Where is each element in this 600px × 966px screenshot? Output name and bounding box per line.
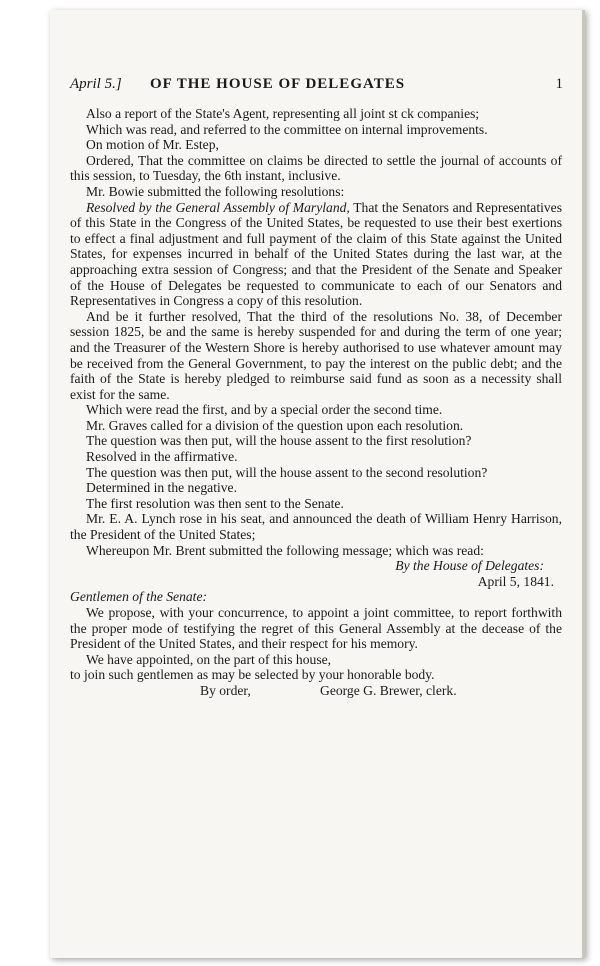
- header-page-number: 1: [555, 76, 563, 92]
- paragraph-affirmative: Resolved in the affirmative.: [86, 449, 238, 465]
- paragraph-negative: Determined in the negative.: [86, 480, 237, 496]
- paragraph-resolution-one: [70, 200, 562, 309]
- paragraph-read-first: Which were read the first, and by a special order the second time.: [86, 402, 443, 418]
- resolved-lead: Resolved by the General Assembly of Maryland,: [86, 199, 350, 215]
- message-from: By the House of Delegates:: [395, 558, 544, 574]
- signature-line: [70, 683, 562, 699]
- paragraph-brent: Whereupon Mr. Brent submitted the following message; which was read:: [86, 542, 484, 558]
- message-appointed-line2: to join such gentlemen as may be selected by your honorable body.: [70, 667, 435, 683]
- message-body: We propose, with your concurrence, to appoint a joint committee, to report forthwith the proper mode of testifying the regret of this General Assembly at the decease of the President of the United States, and their respect for his memory.: [70, 605, 562, 652]
- journal-body: [70, 106, 562, 699]
- paragraph-lynch: Mr. E. A. Lynch rose in his seat, and announced the death of William Henry Harrison, the President of the United States;: [70, 511, 562, 543]
- resolution-one-text: That the Senators and Representatives of this State in the Congress of the United States, be requested to use their best exertions to effect a final adjustment and full payment of the claim of this State against the United States, for expenses incurred in behalf of the United States during the last war, at the approaching extra session of Congress; and that the President of the Senate and Speaker of the House of Delegates be requested to communicate to each of our Senators and Representatives in Congress a copy of this resolution.: [70, 199, 562, 309]
- paragraph-bowie: Mr. Bowie submitted the following resolutions:: [86, 183, 345, 199]
- paragraph-graves: Mr. Graves called for a division of the question upon each resolution.: [86, 417, 464, 433]
- by-order: By order,: [200, 682, 251, 698]
- message-appointed-line1: We have appointed, on the part of this house,: [86, 651, 332, 667]
- page-edge-shadow: [582, 10, 585, 958]
- header-title: OF THE HOUSE OF DELEGATES: [150, 76, 406, 92]
- paragraph-motion-estep: On motion of Mr. Estep,: [86, 137, 219, 153]
- paragraph-resolution-two: And be it further resolved, That the third of the resolutions No. 38, of December session 1825, be and the same is hereby suspended for and during the term of one year; and the Treasurer of the Western Shore is hereby authorised to use whatever amount may be received from the General Government, to pay the interest on the public debt; and the faith of the State is hereby pledged to reimburse said fund as soon as a necessity shall exist for the same.: [70, 308, 562, 402]
- paragraph-agent-report: Also a report of the State's Agent, representing all joint st ck companies;: [86, 106, 480, 121]
- message-date: April 5, 1841.: [477, 573, 554, 589]
- paragraph-question-first: The question was then put, will the house assent to the first resolution?: [86, 433, 472, 449]
- paragraph-sent-senate: The first resolution was then sent to the Senate.: [86, 495, 344, 511]
- paragraph-referred: Which was read, and referred to the committee on internal improvements.: [86, 121, 488, 137]
- page-sheet: [50, 10, 585, 958]
- message-salutation: Gentlemen of the Senate:: [70, 589, 208, 605]
- header-date: April 5.]: [70, 76, 122, 92]
- paragraph-question-second: The question was then put, will the house assent to the second resolution?: [86, 464, 488, 480]
- clerk-signature: George G. Brewer, clerk.: [320, 682, 457, 698]
- paragraph-ordered: Ordered, That the committee on claims be directed to settle the journal of accounts of this session, to Tuesday, the 6th instant, inclusive.: [70, 152, 562, 184]
